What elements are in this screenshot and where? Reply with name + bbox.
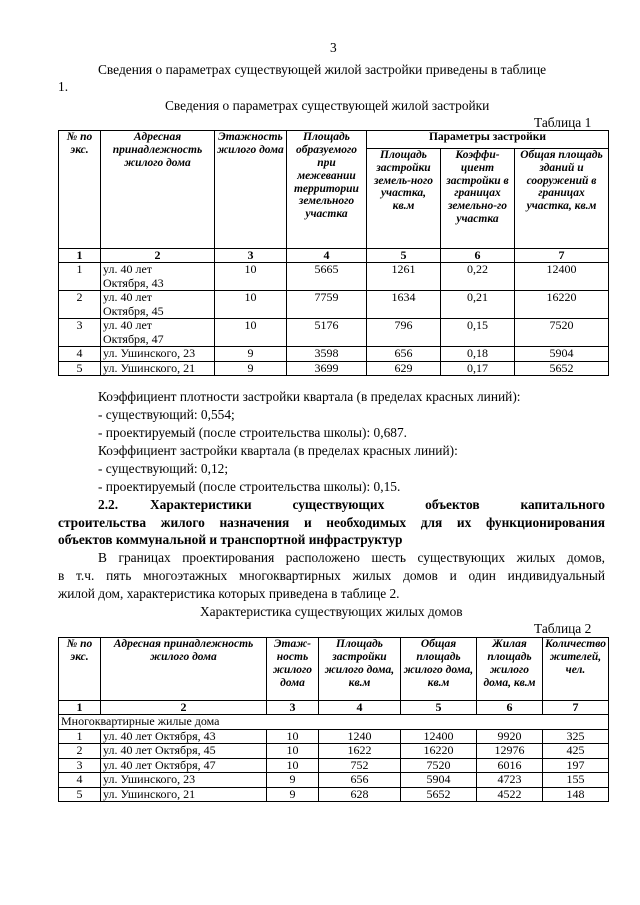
t1-header-floors: Этажность жилого дома [215, 131, 287, 249]
cell-num: 2 [59, 291, 101, 319]
cell-coef: 0,17 [441, 361, 515, 375]
table1-title: Сведения о параметрах существующей жилой застройки [165, 98, 490, 113]
cell-built: 629 [367, 361, 441, 375]
t2-col-numbers [59, 701, 609, 715]
t1-header-area: Площадь образуемого при межевании территории земельного участка [287, 131, 367, 249]
t2-header-floors: Этаж-ность жилого дома [267, 638, 319, 701]
cell-address [101, 319, 215, 347]
cell-residents: 425 [543, 744, 609, 758]
t1-col-numbers [59, 249, 609, 263]
table-row [59, 291, 609, 319]
table1 [58, 130, 609, 376]
address-line: Октября, 47 [103, 331, 164, 346]
cell-floors: 10 [267, 729, 319, 743]
cell-floors: 9 [215, 361, 287, 375]
cell-address: ул. Ушинского, 21 [101, 787, 267, 801]
coef-line-4: Коэффициент застройки квартала (в пределах красных линий): [98, 443, 458, 458]
table2 [58, 637, 609, 802]
table-row [59, 773, 609, 787]
address-line: ул. 40 лет [103, 290, 153, 305]
table2-caption: Таблица 2 [534, 621, 592, 636]
coef-line-5: - существующий: 0,12; [98, 461, 229, 476]
cell-living: 4522 [477, 787, 543, 801]
cell-total: 12400 [515, 263, 609, 291]
cell-living: 6016 [477, 758, 543, 772]
cell-total: 7520 [515, 319, 609, 347]
coef-line-6: - проектируемый (после строительства школы): 0,15. [98, 479, 401, 494]
t2-colnum: 4 [319, 701, 401, 715]
cell-total: 12400 [401, 729, 477, 743]
cell-address: ул. Ушинского, 21 [101, 361, 215, 375]
coef-line-2: - существующий: 0,554; [98, 407, 235, 422]
t1-header-total: Общая площадь зданий и сооружений в границах участка, кв.м [515, 148, 609, 248]
cell-address: ул. 40 лет Октября, 47 [101, 758, 267, 772]
cell-floors: 9 [267, 787, 319, 801]
group-label: Многоквартирные жилые дома [59, 715, 609, 729]
cell-built: 1240 [319, 729, 401, 743]
table-row [59, 787, 609, 801]
t1-colnum: 7 [515, 249, 609, 263]
intro-line-2: 1. [58, 79, 69, 94]
cell-coef: 0,22 [441, 263, 515, 291]
section-number: 2.2. [98, 497, 119, 512]
coef-line-3: - проектируемый (после строительства школы): 0,687. [98, 425, 408, 440]
cell-total: 16220 [401, 744, 477, 758]
cell-built: 656 [319, 773, 401, 787]
cell-num: 5 [59, 787, 101, 801]
cell-living: 9920 [477, 729, 543, 743]
table-row [59, 319, 609, 347]
table2-title: Характеристика существующих жилых домов [200, 604, 463, 619]
t1-colnum: 1 [59, 249, 101, 263]
cell-floors: 9 [215, 347, 287, 361]
cell-num: 1 [59, 729, 101, 743]
cell-num: 4 [59, 347, 101, 361]
cell-coef: 0,15 [441, 319, 515, 347]
t1-header-num: № по экс. [59, 131, 101, 249]
cell-built: 796 [367, 319, 441, 347]
cell-residents: 148 [543, 787, 609, 801]
cell-floors: 10 [215, 291, 287, 319]
t2-header-address: Адресная принадлежность жилого дома [101, 638, 267, 701]
cell-num: 3 [59, 758, 101, 772]
t2-colnum: 6 [477, 701, 543, 715]
cell-total: 5904 [401, 773, 477, 787]
cell-built: 656 [367, 347, 441, 361]
table-row [59, 263, 609, 291]
address-line: ул. 40 лет [103, 318, 153, 333]
cell-area: 5176 [287, 319, 367, 347]
section-para-line-3: жилой дом, характеристика которых приведена в таблице 2. [58, 586, 400, 601]
t1-colnum: 4 [287, 249, 367, 263]
cell-residents: 155 [543, 773, 609, 787]
t1-colnum: 3 [215, 249, 287, 263]
intro-line-1: Сведения о параметрах существующей жилой застройки приведены в таблице [98, 62, 547, 77]
page-number: 3 [330, 40, 337, 55]
cell-total: 5652 [401, 787, 477, 801]
t1-header-params: Параметры застройки [367, 131, 609, 149]
cell-area: 3598 [287, 347, 367, 361]
cell-total: 16220 [515, 291, 609, 319]
t2-header-num: № по экс. [59, 638, 101, 701]
section-heading-line-2: строительства жилого назначения и необходимых для их функционирования [58, 515, 605, 530]
table-row [59, 347, 609, 361]
t2-colnum: 2 [101, 701, 267, 715]
cell-floors: 10 [267, 744, 319, 758]
cell-total: 5904 [515, 347, 609, 361]
cell-num: 1 [59, 263, 101, 291]
cell-address: ул. Ушинского, 23 [101, 347, 215, 361]
section-para-line-2: в т.ч. пять многоэтажных многоквартирных жилых домов и один индивидуальный [58, 568, 605, 583]
cell-area: 3699 [287, 361, 367, 375]
cell-coef: 0,18 [441, 347, 515, 361]
cell-address: ул. Ушинского, 23 [101, 773, 267, 787]
t2-colnum: 1 [59, 701, 101, 715]
cell-address: ул. 40 лет Октября, 43 [101, 729, 267, 743]
cell-total: 5652 [515, 361, 609, 375]
t2-header-built: Площадь застройки жилого дома, кв.м [319, 638, 401, 701]
t1-colnum: 6 [441, 249, 515, 263]
cell-floors: 10 [267, 758, 319, 772]
cell-built: 1634 [367, 291, 441, 319]
t2-header-living: Жилая площадь жилого дома, кв.м [477, 638, 543, 701]
table1-caption: Таблица 1 [534, 115, 592, 130]
t2-colnum: 7 [543, 701, 609, 715]
cell-num: 5 [59, 361, 101, 375]
cell-built: 628 [319, 787, 401, 801]
t1-header-address: Адресная принадлежность жилого дома [101, 131, 215, 249]
cell-floors: 10 [215, 263, 287, 291]
section-heading-line-3: объектов коммунальной и транспортной инфраструктур [58, 532, 403, 547]
cell-total: 7520 [401, 758, 477, 772]
cell-built: 1261 [367, 263, 441, 291]
cell-built: 752 [319, 758, 401, 772]
table-group-row [59, 715, 609, 729]
cell-residents: 197 [543, 758, 609, 772]
t2-header-total: Общая площадь жилого дома, кв.м [401, 638, 477, 701]
table-row [59, 744, 609, 758]
cell-address [101, 291, 215, 319]
t2-colnum: 3 [267, 701, 319, 715]
cell-address [101, 263, 215, 291]
table-row [59, 361, 609, 375]
cell-floors: 10 [215, 319, 287, 347]
cell-living: 12976 [477, 744, 543, 758]
section-heading-line-1: Характеристики существующих объектов капитального [150, 497, 605, 512]
cell-floors: 9 [267, 773, 319, 787]
cell-num: 2 [59, 744, 101, 758]
t1-colnum: 5 [367, 249, 441, 263]
address-line: Октября, 43 [103, 275, 164, 290]
t1-header-coef: Коэффи-циент застройки в границах земельно-го участка [441, 148, 515, 248]
t2-header-residents: Количество жителей, чел. [543, 638, 609, 701]
cell-built: 1622 [319, 744, 401, 758]
cell-coef: 0,21 [441, 291, 515, 319]
coef-line-1: Коэффициент плотности застройки квартала (в пределах красных линий): [98, 389, 521, 404]
address-line: ул. 40 лет [103, 262, 153, 277]
table-row [59, 729, 609, 743]
cell-address: ул. 40 лет Октября, 45 [101, 744, 267, 758]
cell-area: 7759 [287, 291, 367, 319]
t1-colnum: 2 [101, 249, 215, 263]
cell-area: 5665 [287, 263, 367, 291]
t1-header-built: Площадь застройки земель-ного участка, кв.м [367, 148, 441, 248]
cell-num: 4 [59, 773, 101, 787]
section-para-line-1: В границах проектирования расположено шесть существующих жилых домов, [98, 550, 605, 565]
cell-living: 4723 [477, 773, 543, 787]
address-line: Октября, 45 [103, 303, 164, 318]
table-row [59, 758, 609, 772]
cell-residents: 325 [543, 729, 609, 743]
t2-colnum: 5 [401, 701, 477, 715]
cell-num: 3 [59, 319, 101, 347]
